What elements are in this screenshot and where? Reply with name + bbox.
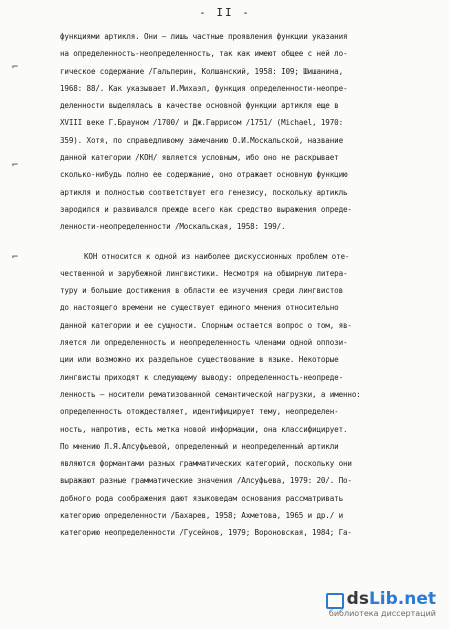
margin-mark: ⌐ (12, 160, 19, 171)
book-icon (326, 593, 344, 609)
logo-part-lib: Lib.net (368, 589, 436, 609)
text-line: КОН относится к одной из наиболее дискуссионных проблем оте- (84, 251, 350, 261)
watermark-subtitle: библиотека диссертаций (328, 609, 436, 618)
margin-mark: ⌐ (12, 252, 19, 263)
page-number: - II - (199, 6, 251, 19)
paragraph-2: КОН относится к одной из наиболее дискуссионных проблем оте- чественной и зарубежной лингвистики. Несмотря на обширную литера- туру и большие достижения в области ее изучения среди лингвистов до настоящего времени не существует единого мнения относительно данной категории и ее сущности. Спорным остается вопрос о том, яв- ляется ли определенность и неопределенность членами одной оппози- ции или возможно их раздельное существование в языке. Некоторые лингвисты приходят к следующему выводу: определенность-неопреде- ленность – носители рематизованной семантической нагрузки, а именно: определенность отождествляет, идентифицирует тему, неопределен- ность, напротив, есть метка новой информации, она классифицирует. По мнению Л.Я.Алсуфьевой, определенный и неопределенный артикли являются формантами разных грамматических категорий, поскольку они выражают разные грамматические значения /Алсуфьева, 1979: 20/. По- добного рода соображения дают языковедам основания рассматривать категорию определенности /Бахарев, 1958; Ахметова, 1965 и др./ и категорию неопределенности /Гусейнов, 1979; Вороновская, 1984; Га- (60, 248, 418, 542)
document-body (60, 28, 418, 542)
dslib-logo (347, 589, 436, 609)
paragraph-1: функциями артикля. Они – лишь частные проявления функции указания на определенность-неопределенность, так как имеют общее с ней ло- гическое содержание /Гальперин, Колшанский, 1958: I09; Шишанина, 1968: 88/. Как указывает И.Михаэл, функция определенности-неопре- деленности выделялась в качестве основной функции артикля еще в XVIII веке Г.Брауном /1700/ и Дж.Гаррисом /1751/ (Michael, 1970: 359). Хотя, по справедливому замечанию О.И.Москальской, название данной категории /КОН/ является условным, ибо оно не раскрывает сколько-нибудь полно ее содержание, оно отражает основную функцию артикля и полностью соответствует его генезису, поскольку артикль зародился и развивался прежде всего как средство выражения опреде- ленности-неопределенности /Москальская, 1958: 199/. (60, 32, 352, 232)
dslib-watermark (306, 589, 436, 621)
logo-part-ds: ds (346, 589, 369, 609)
margin-mark: ⌐ (12, 62, 19, 73)
